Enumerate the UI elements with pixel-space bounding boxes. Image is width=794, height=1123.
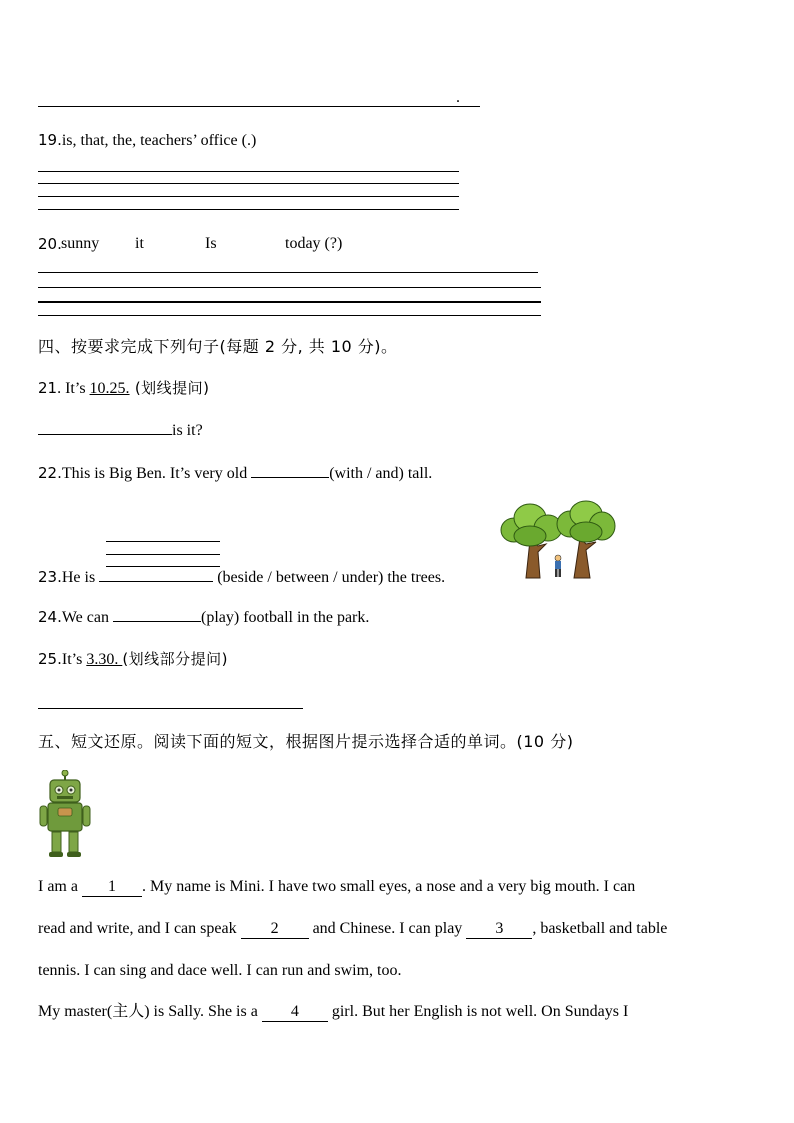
q20-word: it bbox=[135, 235, 144, 252]
right-tree-icon bbox=[557, 501, 615, 578]
passage-text: and Chinese. I can play bbox=[308, 920, 467, 937]
q22-answer-blank[interactable] bbox=[251, 463, 329, 478]
passage-text: girl. But her English is not well. On Sundays I bbox=[327, 1003, 629, 1020]
q19-number: 19. bbox=[38, 131, 62, 149]
q23-prefix: He is bbox=[61, 569, 100, 586]
q19-answer-line[interactable] bbox=[38, 171, 459, 172]
q21-hint: (划线提问) bbox=[129, 379, 210, 397]
q25-number: 25. bbox=[38, 650, 62, 668]
q19-answer-line[interactable] bbox=[38, 183, 459, 184]
q25-answer-line[interactable] bbox=[38, 708, 303, 709]
q20-word: Is bbox=[205, 235, 217, 252]
q20-answer-line[interactable] bbox=[38, 272, 538, 273]
q23-text-after: (beside / between / under) the trees. bbox=[213, 569, 446, 586]
section-4-title: 四、按要求完成下列句子(每题 2 分, 共 10 分)。 bbox=[38, 337, 398, 356]
q20-word: today (?) bbox=[285, 235, 343, 252]
passage-text: read and write, and I can speak bbox=[38, 920, 241, 937]
q25-prefix: It’s bbox=[61, 651, 87, 668]
q21-prefix: . It’s bbox=[57, 380, 90, 397]
q20-answer-line[interactable] bbox=[38, 301, 541, 303]
passage-line-1 bbox=[38, 877, 753, 897]
passage-line-2 bbox=[38, 919, 753, 939]
q19-answer-line[interactable] bbox=[38, 209, 459, 210]
q22-prompt bbox=[38, 463, 432, 484]
q22-text-before: This is Big Ben. It’s very old bbox=[61, 465, 252, 482]
passage-text: , basketball and table bbox=[532, 920, 668, 937]
q22-text-after: (with / and) tall. bbox=[329, 465, 433, 482]
q22-number: 22. bbox=[38, 464, 62, 482]
q24-prompt bbox=[38, 607, 369, 628]
q21-answer-blank[interactable] bbox=[38, 420, 172, 435]
passage-blank-4[interactable]: 4 bbox=[262, 1003, 328, 1022]
section-5-title: 五、短文还原。阅读下面的短文，根据图片提示选择合适的单词。(10 分) bbox=[38, 732, 574, 751]
q24-text-after: (play) football in the park. bbox=[200, 609, 370, 626]
q24-prefix: We can bbox=[61, 609, 113, 626]
passage-text: . My name is Mini. I have two small eyes, a nose and a very big mouth. I can bbox=[141, 878, 636, 895]
passage-line-3: tennis. I can sing and dace well. I can run and swim, too. bbox=[38, 962, 402, 979]
q21-answer bbox=[38, 420, 203, 441]
trees-illustration bbox=[500, 500, 616, 582]
q23-answer-blank[interactable] bbox=[99, 567, 213, 582]
passage-blank-3[interactable]: 3 bbox=[466, 920, 532, 939]
q24-answer-blank[interactable] bbox=[113, 607, 201, 622]
passage-blank-2[interactable]: 2 bbox=[241, 920, 309, 939]
q20-number: 20. bbox=[38, 235, 62, 253]
passage-text: I am a bbox=[38, 878, 82, 895]
robot-illustration bbox=[38, 770, 92, 860]
q20-answer-line[interactable] bbox=[38, 287, 541, 288]
q21-number: 21 bbox=[38, 379, 58, 397]
q23-number: 23. bbox=[38, 568, 62, 586]
left-tree-icon bbox=[501, 504, 562, 578]
q20-answer-line[interactable] bbox=[38, 315, 541, 316]
q23-answer-line[interactable] bbox=[106, 541, 220, 542]
q21-answer-suffix: is it? bbox=[172, 422, 203, 439]
passage-blank-1[interactable]: 1 bbox=[82, 878, 142, 897]
q21-prompt bbox=[38, 378, 210, 399]
q18-end-mark: . bbox=[456, 89, 460, 106]
q25-prompt bbox=[38, 649, 228, 670]
q24-number: 24. bbox=[38, 608, 62, 626]
robot-icon bbox=[40, 770, 90, 857]
q19-prompt bbox=[38, 130, 256, 151]
q18-answer-line[interactable] bbox=[38, 106, 480, 107]
q23-answer-line[interactable] bbox=[106, 554, 220, 555]
q25-hint: (划线部分提问) bbox=[122, 650, 229, 668]
q19-answer-line[interactable] bbox=[38, 196, 459, 197]
q21-underlined: 10.25. bbox=[89, 380, 130, 397]
passage-text: My master(主人) is Sally. She is a bbox=[38, 1003, 262, 1020]
passage-line-4 bbox=[38, 1002, 753, 1022]
q19-text: is, that, the, teachers’ office (.) bbox=[61, 132, 257, 149]
q23-prompt bbox=[38, 567, 445, 588]
boy-icon bbox=[555, 555, 561, 577]
q20-word: sunny bbox=[61, 235, 100, 252]
q25-underlined: 3.30. bbox=[86, 651, 123, 668]
